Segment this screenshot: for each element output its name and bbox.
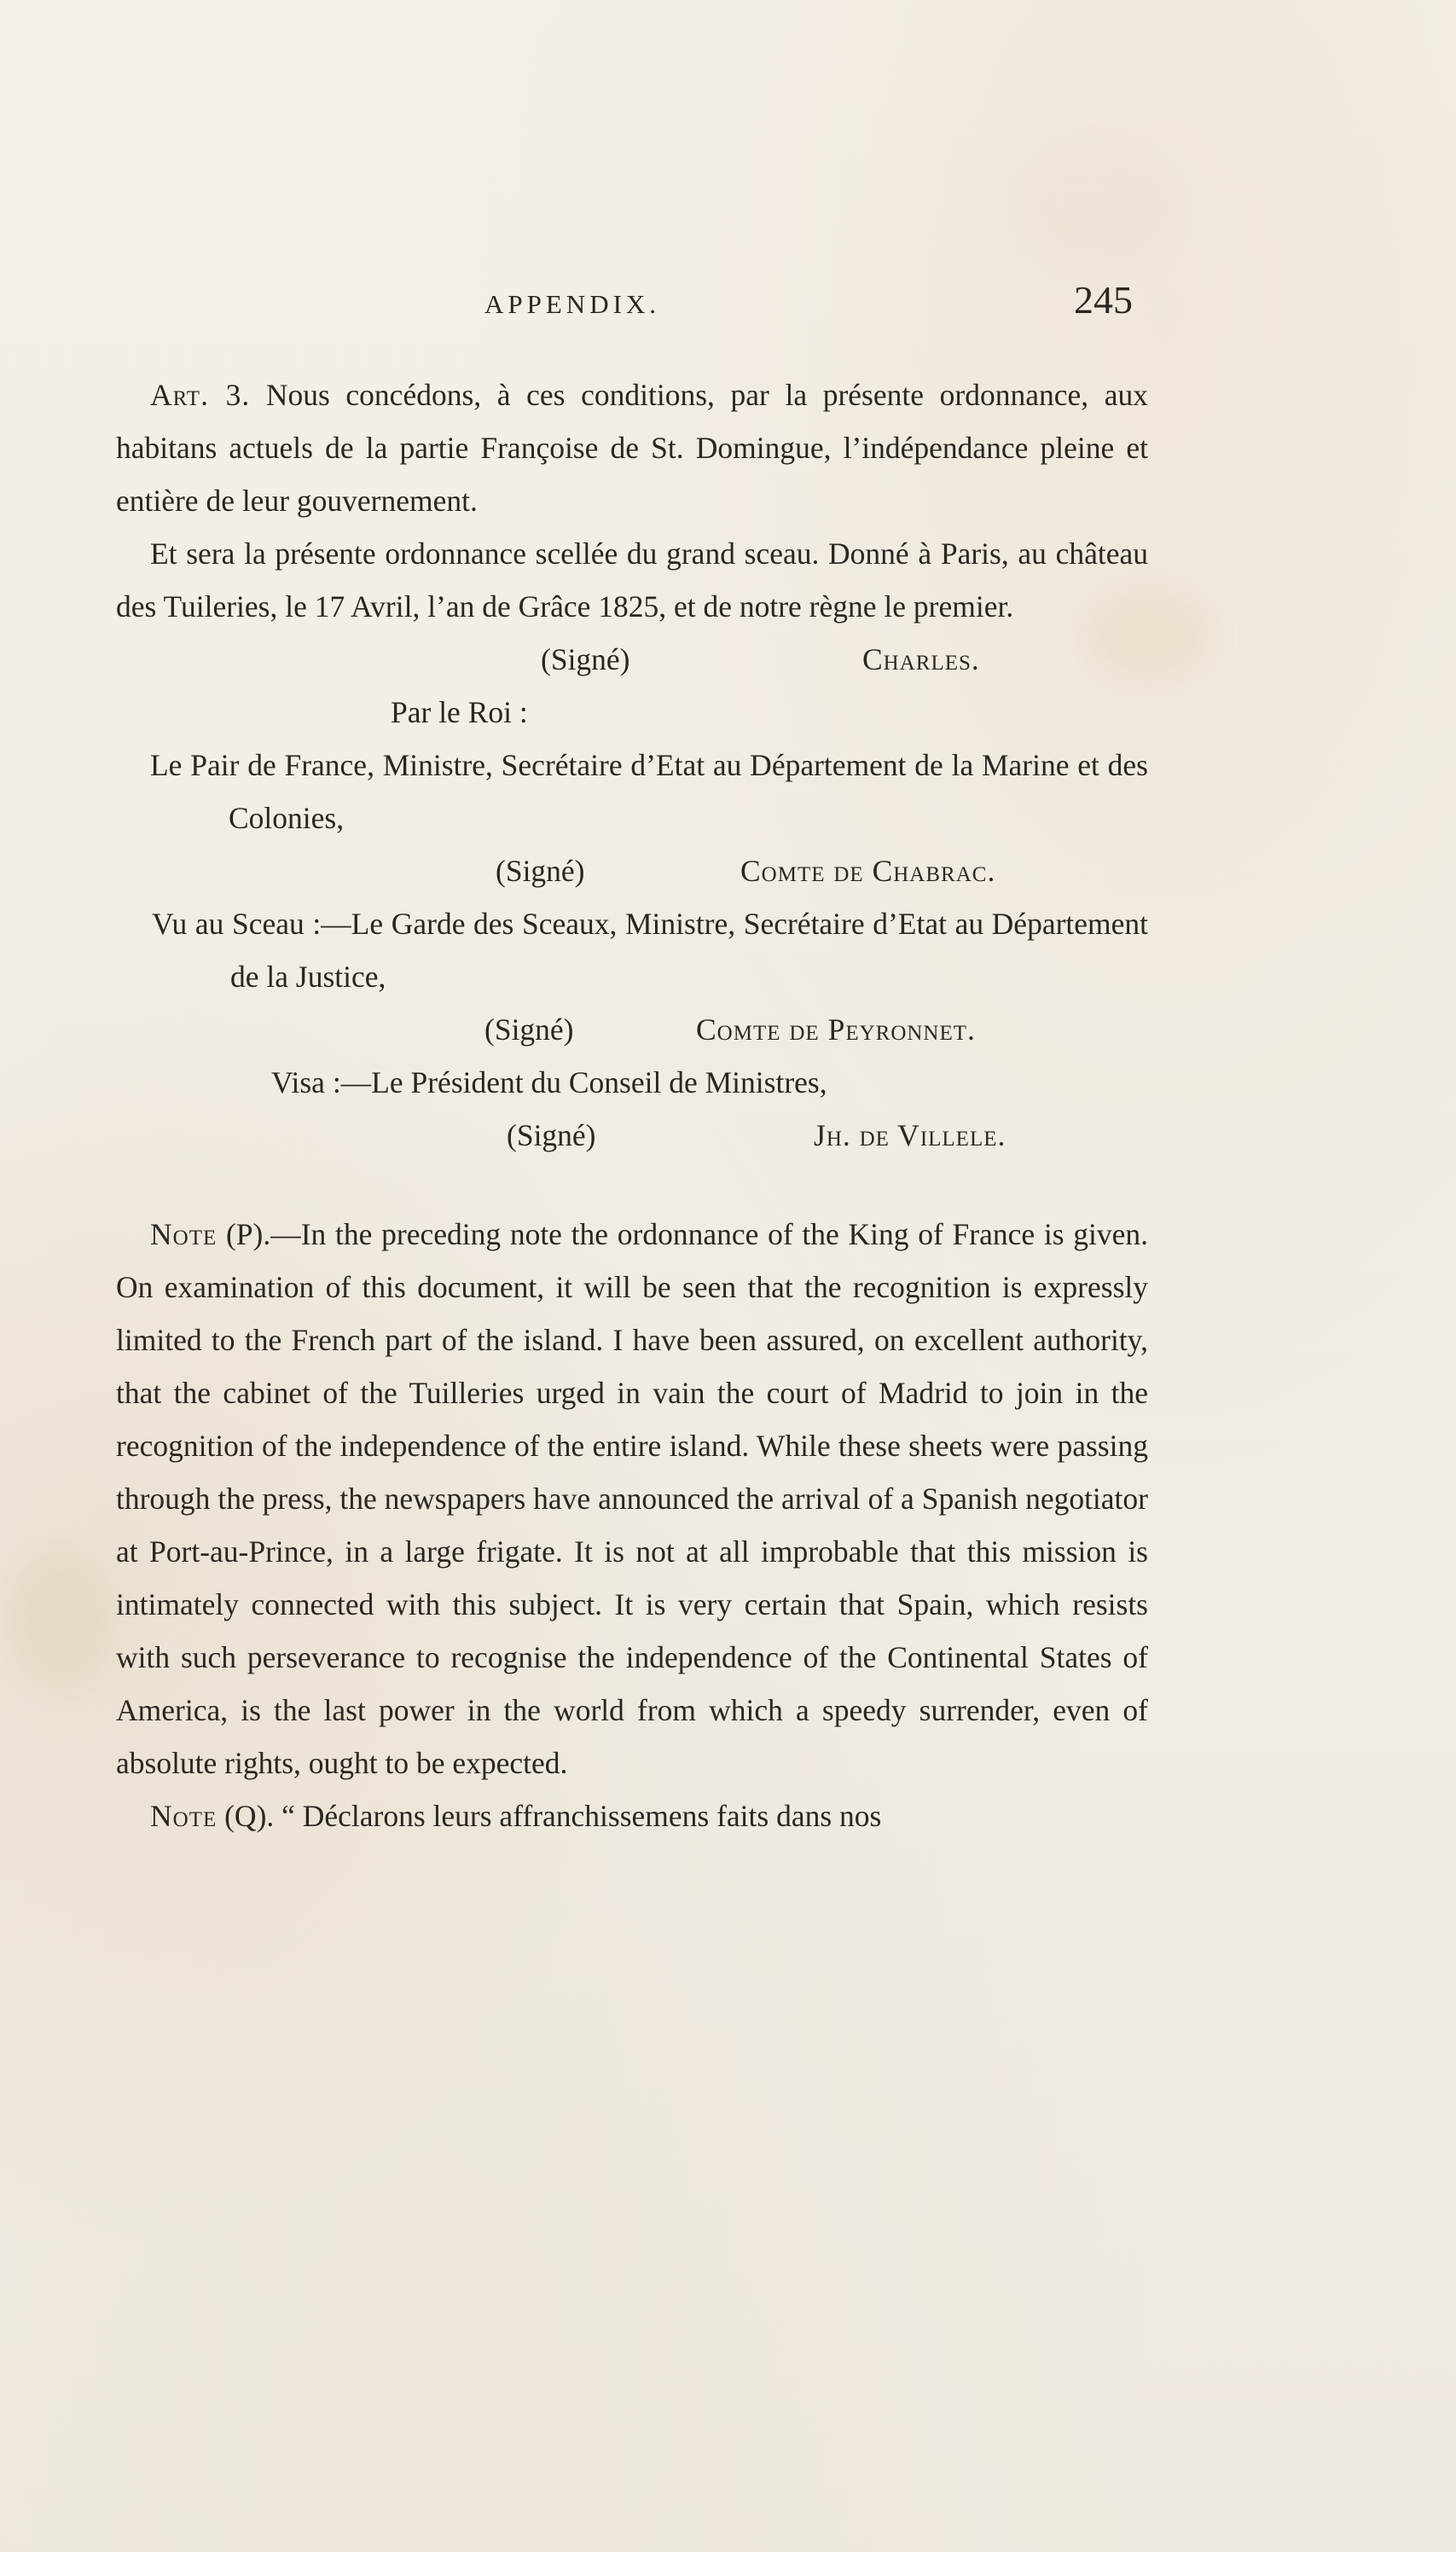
- signed-label: (Signé): [507, 1118, 596, 1152]
- signed-label: (Signé): [496, 854, 585, 888]
- note-label: Note: [150, 1217, 218, 1251]
- note-p-paragraph: [116, 1208, 1148, 1789]
- note-q-text: (Q). “ Déclarons leurs affranchissemens faits dans nos: [217, 1799, 882, 1833]
- garde-des-sceaux-paragraph: Vu au Sceau :—Le Garde des Sceaux, Ministre, Secrétaire d’Etat au Département de la Justice,: [152, 907, 1148, 994]
- visa-paragraph: Visa :—Le Président du Conseil de Ministres,: [271, 1065, 827, 1099]
- signatory-name: Charles.: [862, 642, 980, 676]
- note-label: Note: [150, 1799, 218, 1833]
- page-body: [116, 368, 1148, 1842]
- par-le-roi-line: [116, 686, 1148, 739]
- page-header: [119, 277, 1143, 337]
- foxing-stain: [1006, 136, 1177, 273]
- seal-paragraph: Et sera la présente ordonnance scellée du grand sceau. Donné à Paris, au château des Tuileries, le 17 Avril, l’an de Grâce 1825, et de notre règne le premier.: [116, 536, 1148, 624]
- signatory-name: Comte de Peyronnet.: [696, 1012, 976, 1047]
- running-head: APPENDIX.: [484, 289, 661, 319]
- foxing-stain: [9, 1552, 111, 1689]
- signature-line-king: [116, 633, 1148, 686]
- article-text: Nous concédons, à ces conditions, par la présente ordonnance, aux habitans actuels de la partie Françoise de St. Domingue, l’indépendance pleine et entière de leur gouvernement.: [116, 378, 1148, 518]
- note-p-text: (P).—In the preceding note the ordonnance of the King of France is given. On examination of this document, it will be seen that the recognition is expressly limited to the French part of the island. I have been assured, on excellent authority, that the cabinet of the Tuilleries urged in vain the court of Madrid to join in the recognition of the independence of the entire island. While these sheets were passing through the press, the newspapers have announced the arrival of a Spanish negotiator at Port-au-Prince, in a large frigate. It is not at all improbable that this mission is intimately connected with this subject. It is very certain that Spain, which resists with such perseverance to recognise the independence of the Continental States of America, is the last power in the world from which a speedy surrender, even of absolute rights, ought to be expected.: [116, 1217, 1148, 1780]
- page-number: 245: [1074, 278, 1133, 322]
- signature-line-chabrac: [116, 844, 1148, 897]
- par-le-roi: Par le Roi :: [391, 695, 528, 729]
- signed-label: (Signé): [541, 642, 630, 676]
- article-3-paragraph: [116, 368, 1148, 527]
- signature-line-peyronnet: [116, 1003, 1148, 1056]
- note-q-paragraph: [116, 1789, 1148, 1842]
- signatory-name: Jh. de Villele.: [814, 1118, 1006, 1152]
- signed-label: (Signé): [484, 1012, 574, 1047]
- section-gap: [116, 1162, 1148, 1208]
- signatory-name: Comte de Chabrac.: [740, 854, 996, 888]
- article-label: Art. 3.: [150, 378, 251, 412]
- minister-marine-paragraph: Le Pair de France, Ministre, Secrétaire d’Etat au Département de la Marine et des Colonies,: [150, 748, 1148, 835]
- signature-line-villele: [116, 1109, 1148, 1162]
